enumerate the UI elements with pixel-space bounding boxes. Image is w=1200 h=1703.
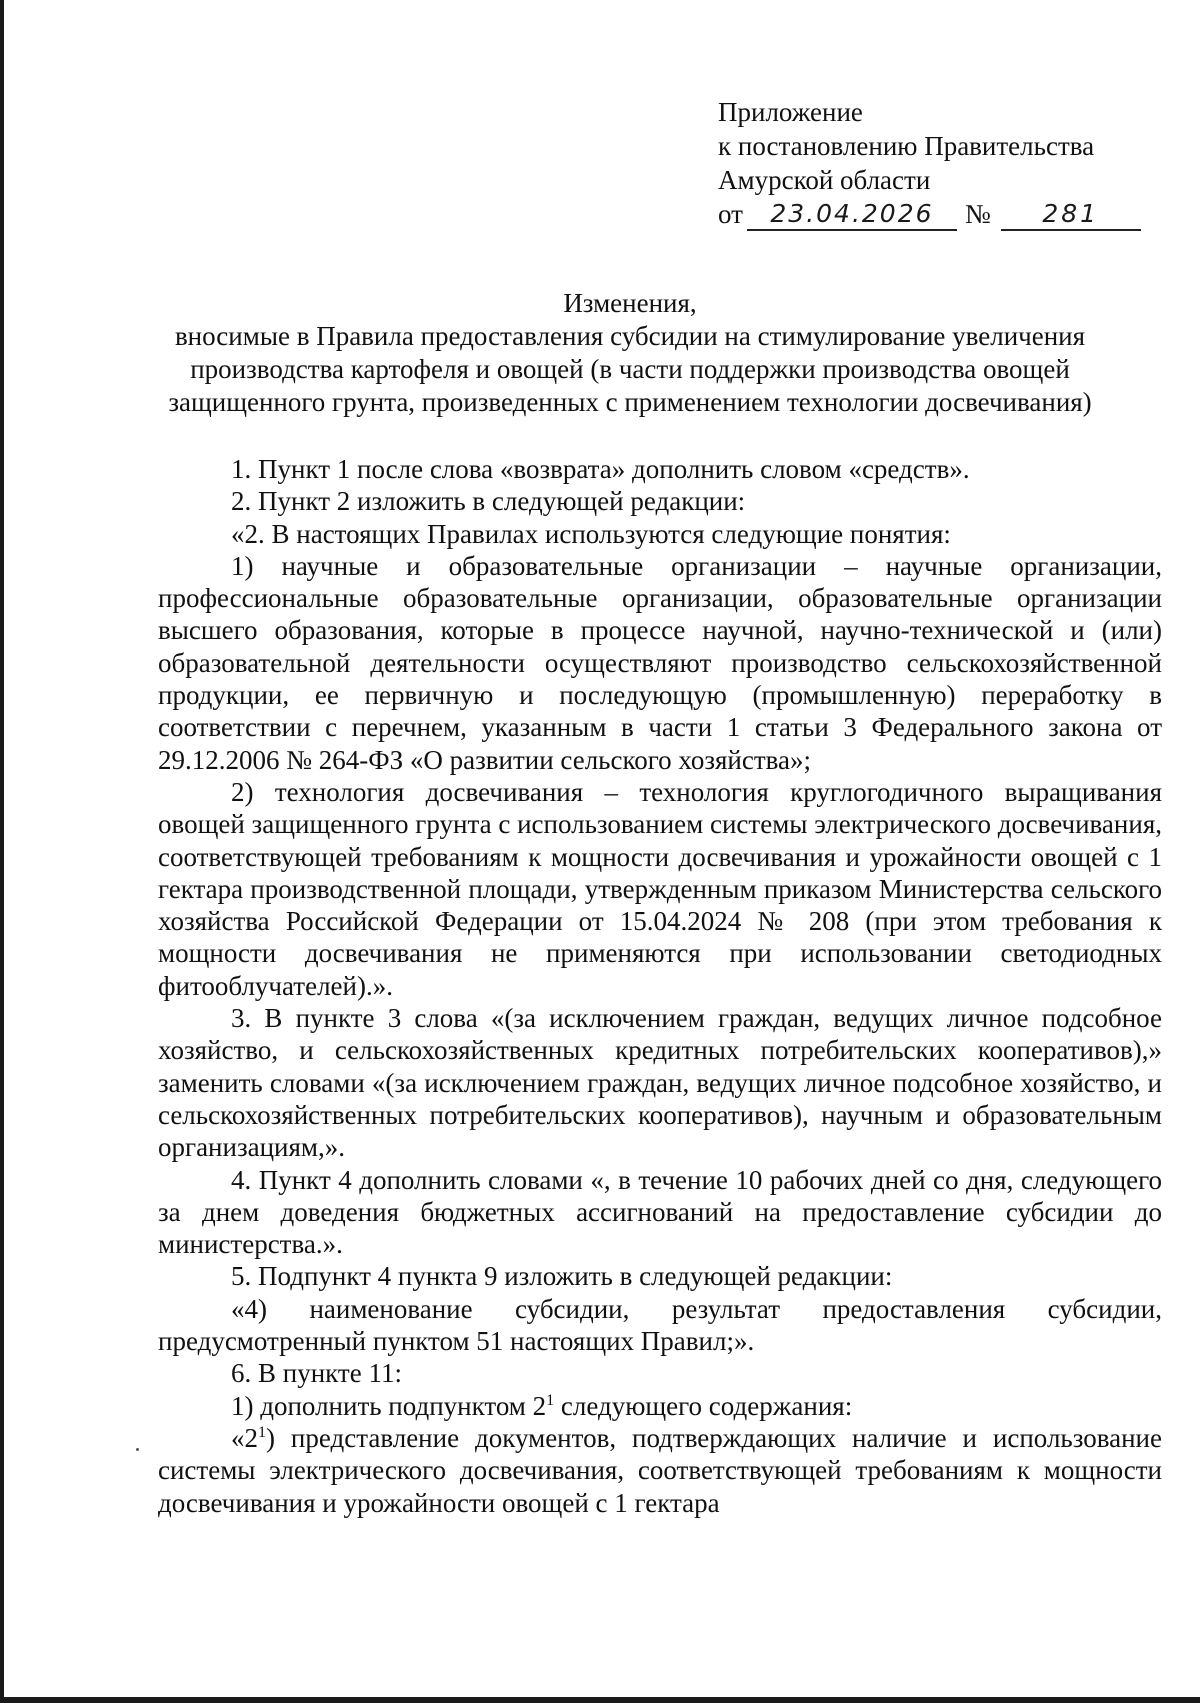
heading-line-2: вносимые в Правила предоставления субсидии на стимулирование увеличения: [174, 321, 1086, 351]
attachment-date-line: [718, 197, 1158, 231]
paragraph-8: 5. Подпункт 4 пункта 9 изложить в следующей редакции:: [231, 1261, 893, 1292]
heading-title: Изменения,: [563, 288, 697, 318]
paragraph-12-text-b: ) представление документов, подтверждающих наличие и использование системы электрического досвечивания, соответствующей требованиям к мощности досвечивания и урожайности овощей с 1 гектара: [158, 1422, 1162, 1518]
scan-edge-bottom: [0, 1697, 1200, 1703]
paragraph-6: 3. В пункте 3 слова «(за исключением граждан, ведущих личное подсобное хозяйство, и сельскохозяйственных кредитных потребительских кооперативов),» заменить словами «(за исключением граждан, ведущих личное подсобное хозяйство, и сельскохозяйственных потребительских кооперативов), научным и образовательным организациям,».: [158, 1003, 1162, 1163]
handwritten-number: 281: [1001, 199, 1141, 231]
paragraph-12-superscript: 1: [258, 1423, 266, 1441]
paragraph-12-text-a: «2: [231, 1422, 258, 1453]
paragraph-10: 6. В пункте 11:: [231, 1358, 402, 1389]
paragraph-11-text-b: следующего содержания:: [554, 1390, 853, 1421]
paragraph-7: 4. Пункт 4 дополнить словами «, в течение 10 рабочих дней со дня, следующего за днем доведения бюджетных ассигнований на предоставление субсидии до министерства.».: [158, 1164, 1162, 1260]
date-prefix: от: [718, 199, 743, 229]
heading-line-3: производства картофеля и овощей (в части поддержки производства овощей: [190, 354, 1070, 384]
paragraph-11-superscript: 1: [546, 1391, 555, 1409]
attachment-resolution: к постановлению Правительства: [718, 131, 1095, 161]
paragraph-11-text-a: 1) дополнить подпунктом 2: [231, 1390, 547, 1421]
paragraph-12: [158, 1422, 1162, 1519]
paragraph-5: 2) технология досвечивания – технология круглогодичного выращивания овощей защищенного грунта с использованием системы электрического досвечивания, соответствующей требованиям к мощности досвечивания и урожайности овощей с 1 гектара производственной площади, утвержденным приказом Министерства сельского хозяйства Российской Федерации от 15.04.2024 № 208 (при этом требования к мощности досвечивания не применяются при использовании светодиодных фитооблучателей).».: [158, 776, 1162, 1001]
paragraph-3: «2. В настоящих Правилах используются следующие понятия:: [231, 518, 951, 549]
paragraph-9: «4) наименование субсидии, результат предоставления субсидии, предусмотренный пунктом 51 настоящих Правил;».: [158, 1293, 1162, 1357]
heading-line-4: защищенного грунта, произведенных с применением технологии досвечивания): [168, 387, 1092, 417]
margin-speck: [136, 1448, 139, 1451]
paragraph-11: [158, 1390, 1162, 1422]
document-heading: [130, 287, 1130, 419]
attachment-title: Приложение: [718, 97, 863, 127]
paragraph-1: 1. Пункт 1 после слова «возврата» дополнить словом «средств».: [231, 454, 970, 484]
number-sign: №: [964, 199, 991, 229]
attachment-block: [718, 95, 1158, 231]
paragraph-4: 1) научные и образовательные организации – научные организации, профессиональные образовательные организации, образовательные организации высшего образования, которые в процессе научной, научно-технической и (или) образовательной деятельности осуществляют производство сельскохозяйственной продукции, ее первичную и последующую (промышленную) переработку в соответствии с перечнем, указанным в части 1 статьи 3 Федерального закона от 29.12.2006 № 264-ФЗ «О развитии сельского хозяйства»;: [158, 550, 1162, 775]
paragraph-2: 2. Пункт 2 изложить в следующей редакции:: [231, 486, 746, 517]
scan-edge-left: [0, 0, 4, 1703]
attachment-region: Амурской области: [718, 165, 931, 195]
document-body: [158, 453, 1162, 1519]
handwritten-date: 23.04.2026: [747, 199, 957, 231]
